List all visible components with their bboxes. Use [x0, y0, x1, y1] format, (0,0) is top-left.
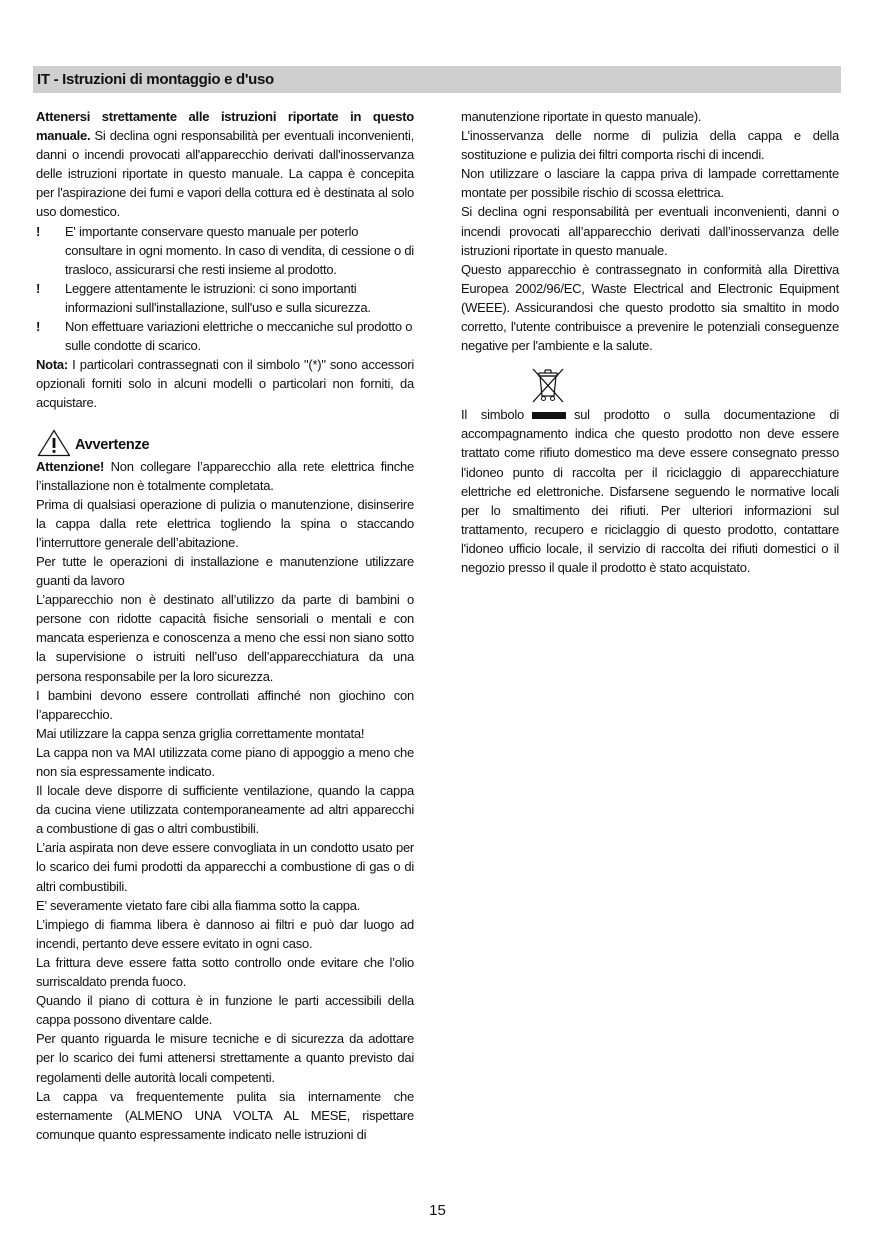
paragraph: L’impiego di fiamma libera è dannoso ai filtri e può dar luogo ad incendi, pertanto deve essere evitato in ogni caso. [36, 916, 414, 951]
intro-text: Si declina ogni responsabilità per eventuali inconvenienti, danni o incendi provocati all'apparecchio derivati dall'inosservanza delle istruzioni riportate in questo manuale. La cappa è concepita per l'aspirazione dei fumi e vapori della cottura ed è destinata al solo uso domestico. [36, 128, 414, 220]
bullet-mark: ! [36, 280, 41, 296]
weee-bar-symbol [532, 412, 566, 419]
warning-title: Avvertenze [75, 437, 150, 454]
paragraph: Quando il piano di cottura è in funzione le parti accessibili della cappa possono diventare calde. [36, 993, 414, 1028]
paragraph: Questo apparecchio è contrassegnato in conformità alla Direttiva Europea 2002/96/EC, Waste Electrical and Electronic Equipment (WEEE). Assicurandosi che questo prodotto sia smaltito in modo corretto, l'utente contribuisce a prevenire le potenziali conseguenze negative per l'ambiente e la salute. [461, 261, 839, 354]
paragraph: La cappa non va MAI utilizzata come piano di appoggio a meno che non sia espressamente indicato. [36, 744, 414, 779]
nota-label: Nota: [36, 357, 68, 373]
bullet-text: Non effettuare variazioni elettriche o meccaniche sul prodotto o sulle condotte di scarico. [65, 319, 413, 354]
weee-bin-icon [529, 365, 839, 405]
warning-triangle-icon [37, 429, 71, 457]
paragraph: Per tutte le operazioni di installazione e manutenzione utilizzare guanti da lavoro [36, 553, 414, 589]
weee-paragraph [461, 405, 839, 577]
paragraph: E’ severamente vietato fare cibi alla fiamma sotto la cappa. [36, 897, 361, 913]
intro-bold: Attenersi strettamente alle istruzioni riportate in questo manuale. [36, 109, 414, 144]
section-title: IT - Istruzioni di montaggio e d'uso [37, 71, 274, 88]
paragraph: L’apparecchio non è destinato all’utilizzo da parte di bambini o persone con ridotte capacità fisiche sensoriali o mentali e con mancata esperienza e conoscenza a meno che essi non siano sotto la supervisione o istruiti nell’uso dell’apparecchiatura da una persona responsabile per la loro sicurezza. [36, 592, 414, 684]
paragraph: Il locale deve disporre di sufficiente ventilazione, quando la cappa da cucina viene utilizzata contemporaneamente ad altri apparecchi a combustione di gas o altri combustibili. [36, 783, 414, 837]
attention-text: Non collegare l’apparecchio alla rete elettrica finche l’installazione non è totalmente completata. [36, 458, 414, 493]
paragraph: La cappa va frequentemente pulita sia internamente che esternamente (ALMENO UNA VOLTA AL MESE, rispettare comunque quanto espressamente indicato nelle istruzioni di [36, 1088, 414, 1142]
paragraph: Per quanto riguarda le misure tecniche e di sicurezza da adottare per lo scarico dei fumi attenersi strettamente a quanto previsto dai regolamenti delle autorità locali competenti. [36, 1031, 414, 1085]
paragraph: L’aria aspirata non deve essere convogliata in un condotto usato per lo scarico dei fumi prodotti da apparecchi a combustione di gas o di altri combustibili. [36, 840, 414, 894]
right-column [461, 107, 839, 577]
attention-label: Attenzione! [36, 458, 105, 474]
paragraph: La frittura deve essere fatta sotto controllo onde evitare che l’olio surriscaldato prenda fuoco. [36, 954, 414, 990]
bullet-text: E' importante conservare questo manuale per poterlo consultare in ogni momento. In caso di vendita, di cessione o di trasloco, assicurarsi che resti insieme al prodotto. [65, 223, 414, 277]
weee-prefix: Il simbolo [461, 407, 524, 423]
bullet-mark: ! [36, 319, 41, 335]
paragraph: manutenzione riportate in questo manuale). [461, 109, 702, 124]
page-number: 15 [429, 1202, 446, 1219]
paragraph: L’inosservanza delle norme di pulizia della cappa e della sostituzione e pulizia dei filtri comporta rischi di incendi. [461, 128, 839, 163]
paragraph: Si declina ogni responsabilità per eventuali inconvenienti, danni o incendi provocati all’apparecchio derivati dall’inosservanza delle istruzioni riportate in questo manuale. [461, 204, 839, 258]
bullet-text: Leggere attentamente le istruzioni: ci sono importanti informazioni sull'installazione, sull'uso e sulla sicurezza. [65, 280, 371, 315]
attention-paragraph [36, 457, 414, 495]
paragraph: Prima di qualsiasi operazione di pulizia o manutenzione, disinserire la cappa dalla rete elettrica togliendo la spina o staccando l’interruttore generale dell’abitazione. [36, 496, 414, 550]
bullet-mark: ! [36, 223, 41, 239]
weee-text: sul prodotto o sulla documentazione di accompagnamento indica che questo prodotto non deve essere trattato come rifiuto domestico ma deve essere consegnato presso l'idoneo punto di raccolta per il riciclaggio di apparecchiature elettriche ed elettroniche. Disfarsene seguendo le normative locali per lo smaltimento dei rifiuti. Per ulteriori informazioni sul trattamento, recupero e riciclaggio di questo prodotto, contattare l'idoneo ufficio locale, il servizio di raccolta dei rifiuti domestici o il negozio presso il quale il prodotto è stato acquistato. [461, 407, 839, 575]
bullet-item [36, 222, 414, 279]
warning-heading [36, 427, 414, 457]
paragraph: Non utilizzare o lasciare la cappa priva di lampade correttamente montate per possibile rischio di scossa elettrica. [461, 166, 839, 201]
section-header [33, 66, 841, 93]
bullet-item [36, 279, 414, 317]
intro-paragraph [36, 107, 414, 222]
paragraph: Mai utilizzare la cappa senza griglia correttamente montata! [36, 725, 365, 741]
left-column [36, 107, 414, 1144]
bullet-item [36, 317, 414, 355]
nota-text: I particolari contrassegnati con il simbolo "(*)" sono accessori opzionali forniti solo in alcuni modelli o particolari non forniti, da acquistare. [36, 357, 414, 411]
paragraph: I bambini devono essere controllati affinché non giochino con l’apparecchio. [36, 687, 414, 722]
nota-paragraph [36, 355, 414, 412]
